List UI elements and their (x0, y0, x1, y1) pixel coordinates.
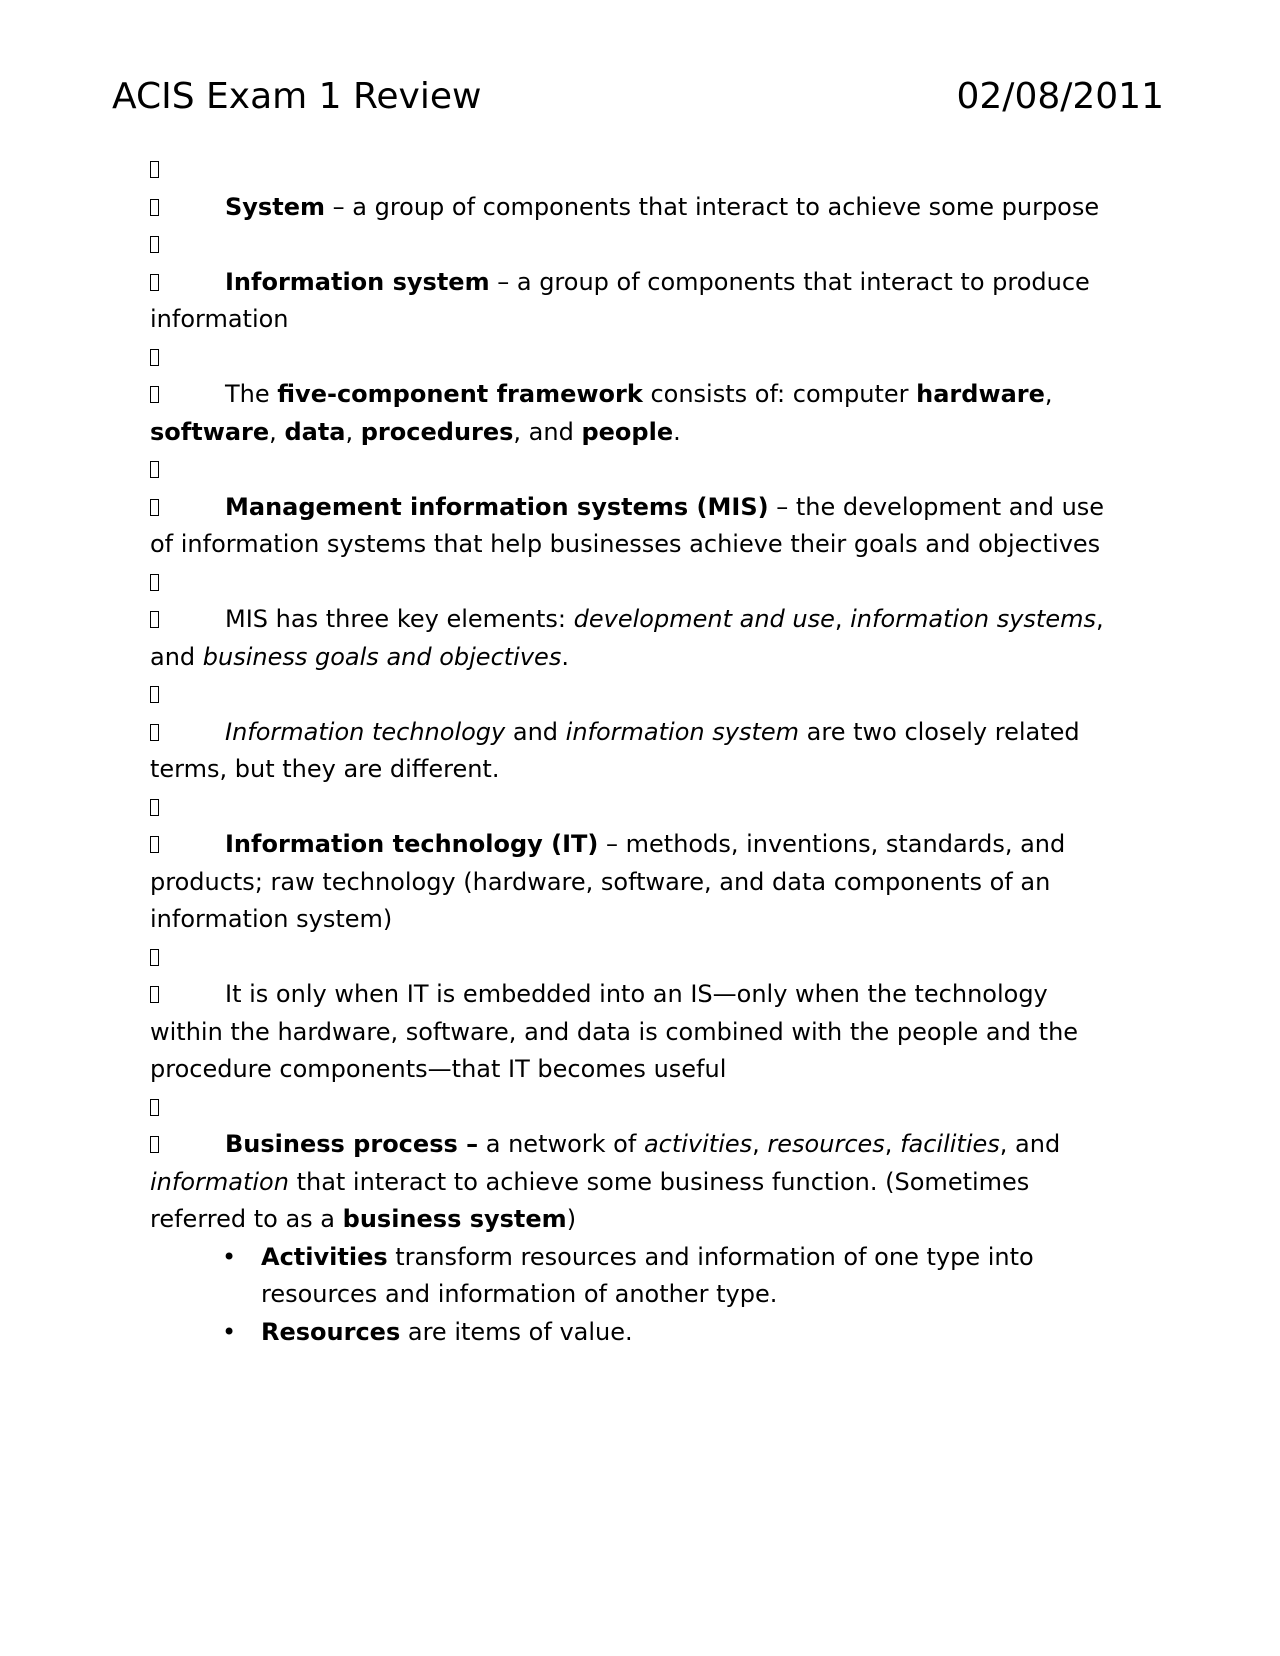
term-procedures: procedures (360, 417, 514, 446)
missing-glyph-box-icon (150, 274, 159, 291)
paragraph-five-component (150, 376, 1125, 451)
text-run: , (1044, 380, 1053, 408)
text-run: that interact to achieve some business function. (Sometimes referred to as a (150, 1167, 1030, 1233)
empty-line (150, 789, 1125, 827)
italic-resources: resources (767, 1130, 885, 1158)
missing-glyph-box-icon (150, 724, 159, 741)
text-run: , and (513, 417, 582, 446)
term-activities: Activities (261, 1242, 388, 1271)
term-software: software (150, 417, 270, 446)
paragraph-it (150, 826, 1125, 939)
bullet-text: transform resources and information of one type into resources and information of another type. (261, 1242, 1034, 1308)
text-run: The (225, 380, 278, 408)
missing-glyph-box-icon (150, 461, 159, 478)
missing-glyph-box-icon (150, 199, 159, 216)
text-run: , (752, 1130, 768, 1158)
bullet-item-activities (150, 1239, 1125, 1314)
text-run: , and (999, 1130, 1061, 1158)
empty-line (150, 1089, 1125, 1127)
text-run: , (269, 417, 285, 446)
missing-glyph-box-icon (150, 386, 159, 403)
missing-glyph-box-icon (150, 836, 159, 853)
italic-information-system: information system (565, 717, 800, 746)
missing-glyph-box-icon (150, 949, 159, 966)
definition-system: – a group of components that interact to achieve some purpose (324, 192, 1100, 221)
text-run: are two closely related terms, but they are different. (150, 717, 1080, 783)
italic-information-systems: information systems (850, 605, 1096, 633)
missing-glyph-box-icon (150, 499, 159, 516)
definition-information-technology: – methods, inventions, standards, and products; raw technology (hardware, software, and data components of an information system) (150, 830, 1066, 933)
definition-mis: – the development and use of information systems that help businesses achieve their goals and objectives (150, 492, 1105, 558)
paragraph-it-vs-is (150, 714, 1125, 789)
bullet-dot-icon: • (222, 1242, 237, 1271)
missing-glyph-box-icon (150, 1136, 159, 1153)
definition-information-system: – a group of components that interact to produce information (150, 267, 1090, 333)
paragraph-business-process (150, 1126, 1125, 1239)
text-run: , (834, 605, 851, 633)
paragraph-it-embedded (150, 976, 1125, 1089)
missing-glyph-box-icon (150, 799, 159, 816)
italic-activities: activities (643, 1130, 753, 1158)
missing-glyph-box-icon (150, 236, 159, 253)
text-run: , and (150, 605, 1104, 671)
bullet-list (150, 1239, 1125, 1352)
document-title: ACIS Exam 1 Review (112, 76, 482, 117)
italic-development-and-use: development and use (573, 605, 835, 633)
term-people: people (581, 417, 674, 446)
term-five-component-framework: five-component framework (277, 380, 643, 408)
term-hardware: hardware (916, 380, 1045, 408)
text-run: consists of: computer (642, 380, 917, 408)
document-body (150, 151, 1125, 1351)
text-run: . (673, 417, 681, 446)
term-business-process: Business process – (225, 1130, 479, 1158)
text-run: . (561, 642, 569, 671)
text-run: , (884, 1130, 901, 1158)
term-data: data (284, 417, 346, 446)
term-mis: Management information systems (MIS) (225, 492, 769, 521)
empty-line (150, 226, 1125, 264)
bullet-text: are items of value. (400, 1317, 633, 1346)
term-resources: Resources (261, 1317, 401, 1346)
bullet-item-resources (150, 1314, 1125, 1352)
text-run: and (505, 717, 566, 746)
text-run: a network of (478, 1130, 644, 1158)
text-run: It is only when IT is embedded into an IS—only when the technology within the hardware, software, and data is combined with the people and the procedure components—that IT becomes useful (150, 980, 1079, 1083)
italic-facilities: facilities (900, 1130, 1000, 1158)
missing-glyph-box-icon (150, 574, 159, 591)
empty-line (150, 339, 1125, 377)
missing-glyph-box-icon (150, 349, 159, 366)
empty-line (150, 151, 1125, 189)
missing-glyph-box-icon (150, 611, 159, 628)
term-information-technology: Information technology (IT) (225, 830, 599, 858)
paragraph-information-system (150, 264, 1125, 339)
document-date: 02/08/2011 (956, 76, 1164, 117)
empty-line (150, 564, 1125, 602)
bullet-dot-icon: • (222, 1317, 237, 1346)
missing-glyph-box-icon (150, 161, 159, 178)
text-run: MIS has three key elements: (225, 605, 574, 633)
paragraph-mis-elements (150, 601, 1125, 676)
paragraph-system (150, 189, 1125, 227)
paragraph-mis (150, 489, 1125, 564)
missing-glyph-box-icon (150, 686, 159, 703)
page-header (112, 72, 1164, 122)
empty-line (150, 676, 1125, 714)
text-run: , (345, 417, 361, 446)
missing-glyph-box-icon (150, 1099, 159, 1116)
text-run: ) (566, 1205, 577, 1233)
missing-glyph-box-icon (150, 986, 159, 1003)
italic-information-technology: Information technology (225, 717, 506, 746)
term-business-system: business system (342, 1205, 567, 1233)
term-system: System (225, 192, 325, 221)
empty-line (150, 451, 1125, 489)
italic-business-goals: business goals and objectives (202, 642, 562, 671)
italic-information: information (150, 1167, 289, 1196)
term-information-system: Information system (225, 267, 490, 296)
empty-line (150, 939, 1125, 977)
